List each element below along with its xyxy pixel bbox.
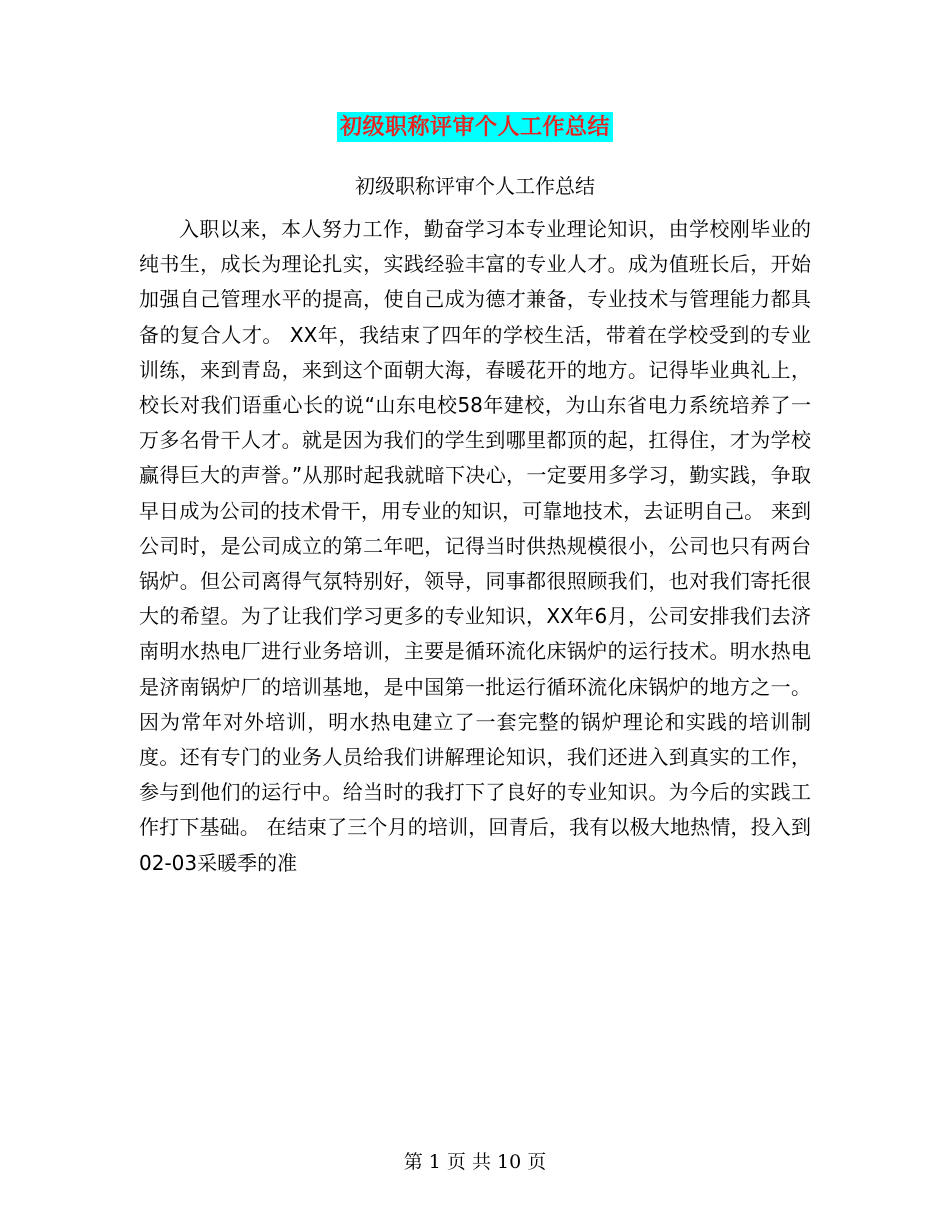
title-container (0, 112, 950, 142)
page-footer: 第 1 页 共 10 页 (403, 1151, 547, 1173)
document-title: 初级职称评审个人工作总结 (337, 112, 613, 142)
document-subtitle: 初级职称评审个人工作总结 (355, 174, 595, 198)
body-paragraph: 入职以来，本人努力工作，勤奋学习本专业理论知识，由学校刚毕业的纯书生，成长为理论扎实，实践经验丰富的专业人才。成为值班长后，开始加强自己管理水平的提高，使自己成为德才兼备，专业技术与管理能力都具备的复合人才。 XX年，我结束了四年的学校生活，带着在学校受到的专业训练，来到青岛，来到这个面朝大海，春暖花开的地方。记得毕业典礼上，校长对我们语重心长的说“山东电校58年建校，为山东省电力系统培养了一万多名骨干人才。就是因为我们的学生到哪里都顶的起，扛得住，才为学校赢得巨大的声誉。”从那时起我就暗下决心，一定要用多学习，勤实践，争取早日成为公司的技术骨干，用专业的知识，可靠地技术，去证明自己。 来到公司时，是公司成立的第二年吧，记得当时供热规模很小，公司也只有两台锅炉。但公司离得气氛特别好，领导，同事都很照顾我们，也对我们寄托很大的希望。为了让我们学习更多的专业知识，XX年6月，公司安排我们去济南明水热电厂进行业务培训，主要是循环流化床锅炉的运行技术。明水热电是济南锅炉厂的培训基地，是中国第一批运行循环流化床锅炉的地方之一。 因为常年对外培训，明水热电建立了一套完整的锅炉理论和实践的培训制度。还有专门的业务人员给我们讲解理论知识，我们还进入到真实的工作，参与到他们的运行中。给当时的我打下了良好的专业知识。为今后的实践工作打下基础。 在结束了三个月的培训，回青后，我有以极大地热情，投入到02-03采暖季的准 (139, 217, 811, 875)
